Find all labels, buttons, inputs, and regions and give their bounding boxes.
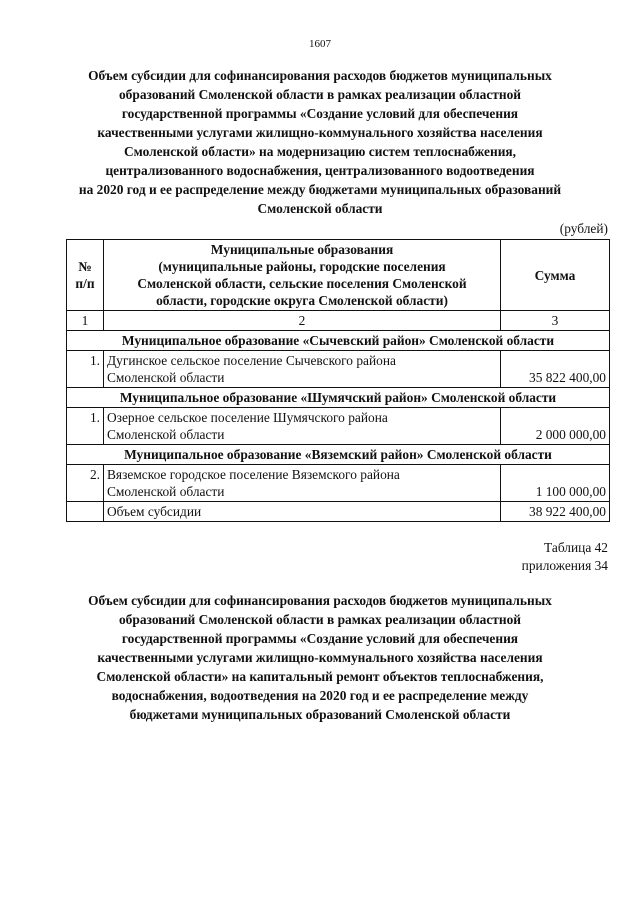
row-name-line: Смоленской области (107, 427, 225, 442)
group-title: Муниципальное образование «Шумячский район» Смоленской области (67, 388, 610, 408)
column-index: 1 (67, 311, 104, 331)
row-name-line: Озерное сельское поселение Шумячского района (107, 410, 388, 425)
title-line: централизованного водоснабжения, централизованного водоотведения (105, 163, 535, 178)
row-number: 2. (67, 465, 104, 502)
title-line: государственной программы «Создание условий для обеспечения (121, 631, 519, 646)
header-sum: Сумма (501, 240, 610, 311)
table-row (67, 351, 610, 388)
title-subsidy-modernization (40, 66, 600, 218)
table-row (67, 465, 610, 502)
group-title: Муниципальное образование «Сычевский район» Смоленской области (67, 331, 610, 351)
column-index: 2 (104, 311, 501, 331)
row-number: 1. (67, 351, 104, 388)
title-line: образований Смоленской области в рамках реализации областной (118, 612, 522, 627)
total-label: Объем субсидии (104, 502, 501, 522)
header-number-line: п/п (75, 276, 95, 291)
row-name (104, 351, 501, 388)
page-number: 1607 (309, 38, 331, 50)
row-number: 1. (67, 408, 104, 445)
table-number: Таблица 42 (544, 540, 608, 555)
row-sum: 1 100 000,00 (501, 465, 610, 502)
row-name-line: Смоленской области (107, 484, 225, 499)
group-row (67, 331, 610, 351)
title-line: бюджетами муниципальных образований Смоленской области (129, 707, 511, 722)
title-line: Объем субсидии для софинансирования расходов бюджетов муниципальных (88, 68, 552, 83)
table-row (67, 408, 610, 445)
title-line: Смоленской области» на модернизацию систем теплоснабжения, (123, 144, 517, 159)
title-line: качественными услугами жилищно-коммунального хозяйства населения (97, 650, 543, 665)
row-name-line: Вяземское городское поселение Вяземского района (107, 467, 400, 482)
total-row (67, 502, 610, 522)
title-line: на 2020 год и ее распределение между бюджетами муниципальных образований (78, 182, 562, 197)
title-line: Объем субсидии для софинансирования расходов бюджетов муниципальных (88, 593, 552, 608)
title-line: Смоленской области (257, 201, 383, 216)
total-sum: 38 922 400,00 (501, 502, 610, 522)
appendix-number: приложения 34 (521, 558, 608, 573)
title-line: качественными услугами жилищно-коммунального хозяйства населения (97, 125, 543, 140)
header-name-line: Муниципальные образования (210, 242, 394, 257)
title-line: водоснабжения, водоотведения на 2020 год и ее распределение между (111, 688, 529, 703)
header-name-line: (муниципальные районы, городские поселения (158, 259, 446, 274)
group-row (67, 445, 610, 465)
table-header-row (67, 240, 610, 311)
table-reference (522, 539, 608, 575)
header-number-line: № (78, 259, 92, 274)
row-name (104, 465, 501, 502)
group-title: Муниципальное образование «Вяземский район» Смоленской области (67, 445, 610, 465)
header-number (67, 240, 104, 311)
header-municipalities (104, 240, 501, 311)
header-name-line: Смоленской области, сельские поселения Смоленской (137, 276, 467, 291)
row-name (104, 408, 501, 445)
subsidy-table (66, 239, 610, 522)
units-label: (рублей) (559, 221, 608, 236)
row-name-line: Дугинское сельское поселение Сычевского района (107, 353, 396, 368)
group-row (67, 388, 610, 408)
total-empty-cell (67, 502, 104, 522)
column-index: 3 (501, 311, 610, 331)
title-line: Смоленской области» на капитальный ремонт объектов теплоснабжения, (96, 669, 544, 684)
title-subsidy-capital-repair (40, 591, 600, 724)
row-sum: 2 000 000,00 (501, 408, 610, 445)
column-index-row (67, 311, 610, 331)
row-name-line: Смоленской области (107, 370, 225, 385)
row-sum: 35 822 400,00 (501, 351, 610, 388)
header-name-line: области, городские округа Смоленской области) (156, 293, 448, 308)
title-line: образований Смоленской области в рамках реализации областной (118, 87, 522, 102)
title-line: государственной программы «Создание условий для обеспечения (121, 106, 519, 121)
